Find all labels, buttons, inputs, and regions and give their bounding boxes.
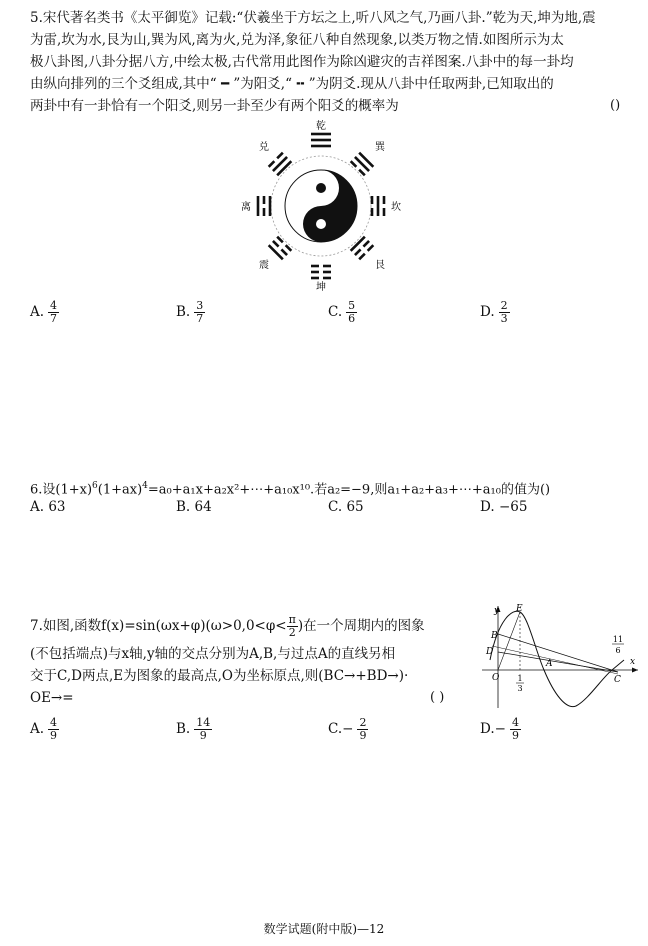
pi-fraction [287,614,298,639]
q5-option-c [328,300,357,325]
q6-option-d [480,497,527,517]
label-11-6-den: 6 [615,646,621,655]
page-footer: 数学试题(附中版)—12 [263,922,385,936]
option-sign: − [342,721,354,737]
trigram-top-right [350,152,374,176]
trigram-bottom-right [350,236,374,260]
denominator: 9 [359,729,367,742]
point-d-label: D [486,647,494,657]
trigram-bottom [311,265,331,280]
q6-option-c [328,497,364,517]
label-bottom-right: 艮 [375,260,385,271]
label-bottom: 坤 [316,282,326,293]
numerator: 4 [50,299,58,312]
q5-line-4: 由纵向排列的三个爻组成,其中“ ━ ”为阳爻,“ ╍ ”为阴爻.现从八卦中任取两卦,已知取出的 [30,76,554,92]
point-b-label: B [491,631,498,641]
option-value: −65 [498,499,528,515]
tick-1-3-num: 1 [517,674,523,683]
numerator: π [288,613,296,626]
option-fraction [194,300,205,325]
q5-line-1: 5.宋代著名类书《太平御览》记载:“伏羲坐于方坛之上,听八风之气,乃画八卦.”乾为天,坤为地,震 [30,10,596,26]
option-letter: C. [328,721,343,737]
q5-option-a [30,300,59,325]
q6-stem [30,476,550,500]
q6-answer-paren: () [539,482,551,498]
q7-option-d [480,717,521,742]
option-fraction [48,300,59,325]
denominator: 9 [511,729,519,742]
label-top-left: 兑 [259,142,269,153]
q7-line-1-b: )在一个周期内的图象 [297,618,425,634]
option-letter: D. [480,304,495,320]
sine-curve [490,611,624,706]
denominator: 7 [196,312,204,325]
option-fraction [48,717,59,742]
numerator: 14 [196,716,211,729]
option-value: 63 [48,499,66,515]
q5-option-b [176,300,205,325]
q6-exponent-1: 6 [92,481,98,491]
q6-stem-mid: (1+ax) [97,482,143,498]
label-bottom-left: 震 [259,260,269,271]
option-fraction [194,717,212,742]
denominator: 7 [50,312,58,325]
option-letter: A. [30,499,45,515]
segment-bc [498,634,621,672]
q7-line-1-a: 7.如图,函数f(x)=sin(ωx+φ)(ω>0,0<φ< [30,618,287,634]
numerator: 5 [348,299,356,312]
q6-exponent-2: 4 [142,481,148,491]
option-value: 65 [346,499,364,515]
option-letter: D. [480,499,495,515]
q5-answer-paren: () [610,98,621,113]
q7-option-a [30,717,59,742]
point-e-label: E [516,604,523,614]
option-letter: C. [328,304,343,320]
q7-answer-paren: ( ) [430,690,445,705]
denominator: 2 [288,626,296,639]
q5-line-2: 为雷,坎为水,艮为山,巽为风,离为火,兑为泽,象征八种自然现象,以类万物之情.如图所示为太 [30,32,564,48]
option-sign: − [494,721,506,737]
origin-label: O [492,673,500,683]
trigram-bottom-left [268,236,292,260]
denominator: 3 [500,312,508,325]
q7-line-2: (不包括端点)与x轴,y轴的交点分别为A,B,与过点A的直线另相 [30,646,396,662]
segment-oe [498,612,520,670]
option-letter: B. [176,499,191,515]
numerator: 2 [359,716,367,729]
point-a-label: A [546,659,553,669]
q5-line-3: 极八卦图,八卦分据八方,中绘太极,古代常用此图作为除凶避灾的吉祥图案.八卦中的每一卦均 [30,54,574,70]
trigram-right [371,196,386,216]
sine-graph [478,602,642,712]
option-fraction [357,717,368,742]
numerator: 3 [196,299,204,312]
x-label: x [630,657,636,667]
option-letter: A. [30,304,45,320]
bagua-diagram [236,118,406,294]
option-fraction [499,300,510,325]
x-axis-arrow [632,668,638,673]
label-top: 乾 [316,121,326,132]
y-label: y [494,606,500,616]
q7-option-c [328,717,368,742]
segment-dc [498,652,618,672]
point-c-label: C [614,675,621,685]
numerator: 4 [511,716,519,729]
q7-option-b [176,717,212,742]
denominator: 9 [50,729,58,742]
option-letter: D. [480,721,495,737]
option-fraction [510,717,521,742]
q7-line-1 [30,614,425,639]
taiji-symbol [285,170,357,242]
q5-line-5: 两卦中有一卦恰有一个阳爻,则另一卦至少有两个阳爻的概率为 [30,98,399,114]
label-left: 离 [241,202,251,213]
option-letter: A. [30,721,45,737]
q6-option-b [176,497,212,517]
numerator: 2 [500,299,508,312]
tick-1-3-den: 3 [517,684,523,693]
q5-option-d [480,300,510,325]
denominator: 9 [199,729,207,742]
q7-line-3: 交于C,D两点,E为图象的最高点,O为坐标原点,则(BC→+BD→)· [30,668,409,684]
option-letter: B. [176,304,191,320]
trigram-top [311,133,331,148]
label-11-6-num: 11 [612,635,624,644]
trigram-top-left [268,152,292,176]
numerator: 4 [50,716,58,729]
q7-line-4: OE→= [30,690,74,706]
label-right: 坎 [391,202,401,213]
trigram-left [257,196,272,216]
label-top-right: 巽 [375,142,385,153]
denominator: 6 [348,312,356,325]
option-letter: C. [328,499,343,515]
option-value: 64 [194,499,212,515]
q6-stem-rest: =a₀+a₁x+a₂x²+⋯+a₁₀x¹⁰.若a₂=−9,则a₁+a₂+a₃+⋯+a₁₀的值为 [147,482,540,498]
option-fraction [346,300,357,325]
q6-option-a [30,497,66,517]
option-letter: B. [176,721,191,737]
q6-stem-prefix: 6.设(1+x) [30,482,93,498]
